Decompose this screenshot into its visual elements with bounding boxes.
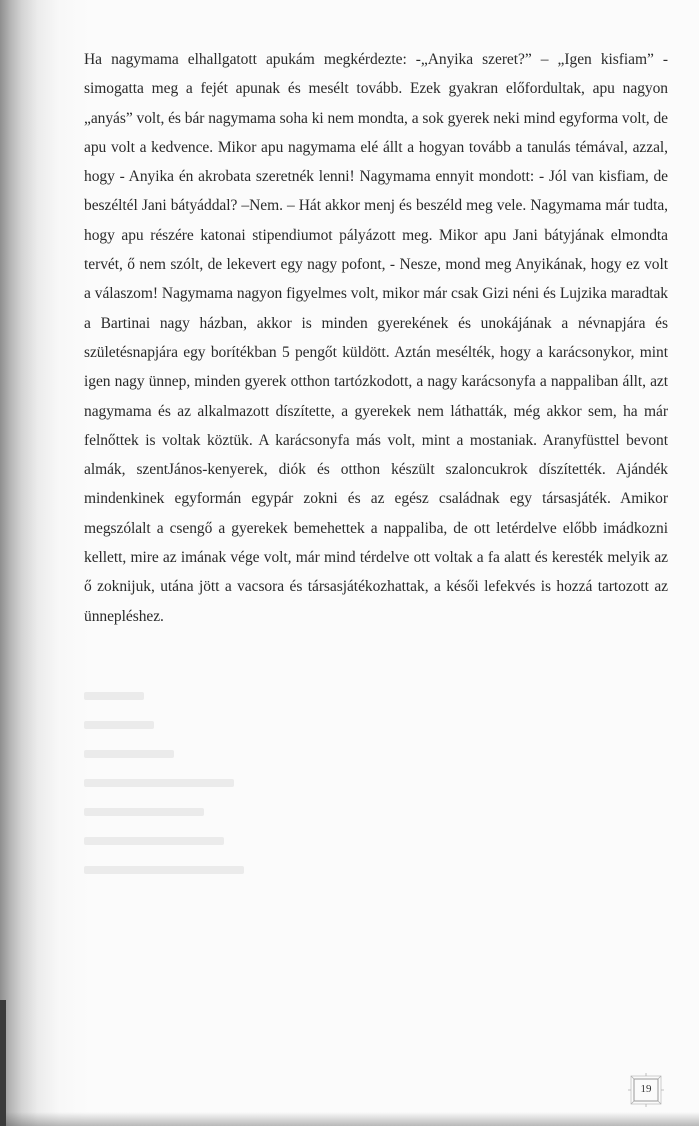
bottom-edge-shadow <box>0 1112 699 1126</box>
body-paragraph: Ha nagymama elhallgatott apukám megkérdezte: -„Anyika szeret?” – „Igen kisfiam” - simogatta meg a fejét apunak és mesélt tovább. Ezek gyakran előfordultak, apu nagyon „anyás” volt, és bár nagymama soha ki nem mondta, a sok gyerek neki mind egyforma volt, de apu volt a kedvence. Mikor apu nagymama elé állt a hogyan tovább a tanulás témával, azzal, hogy - Anyika én akrobata szeretnék lenni! Nagymama ennyit mondott: - Jól van kisfiam, de beszéltél Jani bátyáddal? –Nem. – Hát akkor menj és beszéld meg vele. Nagymama már tudta, hogy apu részére katonai stipendiumot pályázott meg. Mikor apu Jani bátyjának elmondta tervét, ő nem szólt, de lekevert egy nagy pofont, - Nesze, mond meg Anyikának, hogy ez volt a válaszom! Nagymama nagyon figyelmes volt, mikor már csak Gizi néni és Lujzika maradtak a Bartinai nagy házban, akkor is minden gyerekének és unokájának a névnapjára és születésnapjára egy borítékban 5 pengőt küldött. Aztán mesélték, hogy a karácsonykor, mint igen nagy ünnep, minden gyerek otthon tartózkodott, a nagy karácsonyfa a nappaliban állt, azt nagymama és az alkalmazott díszítette, a gyerekek nem láthatták, még akkor sem, ha már felnőttek is voltak köztük. A karácsonyfa más volt, mint a mostaniak. Aranyfüsttel bevont almák, szentJános-kenyerek, diók és otthon készült szaloncukrok díszítették. Ajándék mindenkinek egyformán egypár zokni és az egész családnak egy társasjáték. Amikor megszólalt a csengő a gyerekek bemehettek a nappaliba, de ott letérdelve előbb imádkozni kellett, mire az imának vége volt, már mind térdelve ott voltak a fa alatt és keresték melyik az ő zoknijuk, utána jött a vacsora és társasjátékozhattak, a késői lefekvés is hozzá tartozott az ünnepléshez. <box>84 51 668 625</box>
page-number: 19 <box>640 1083 652 1095</box>
bleed-through-text <box>84 692 284 952</box>
binding-shadow <box>0 1000 6 1126</box>
page-number-ornament <box>627 1073 665 1107</box>
